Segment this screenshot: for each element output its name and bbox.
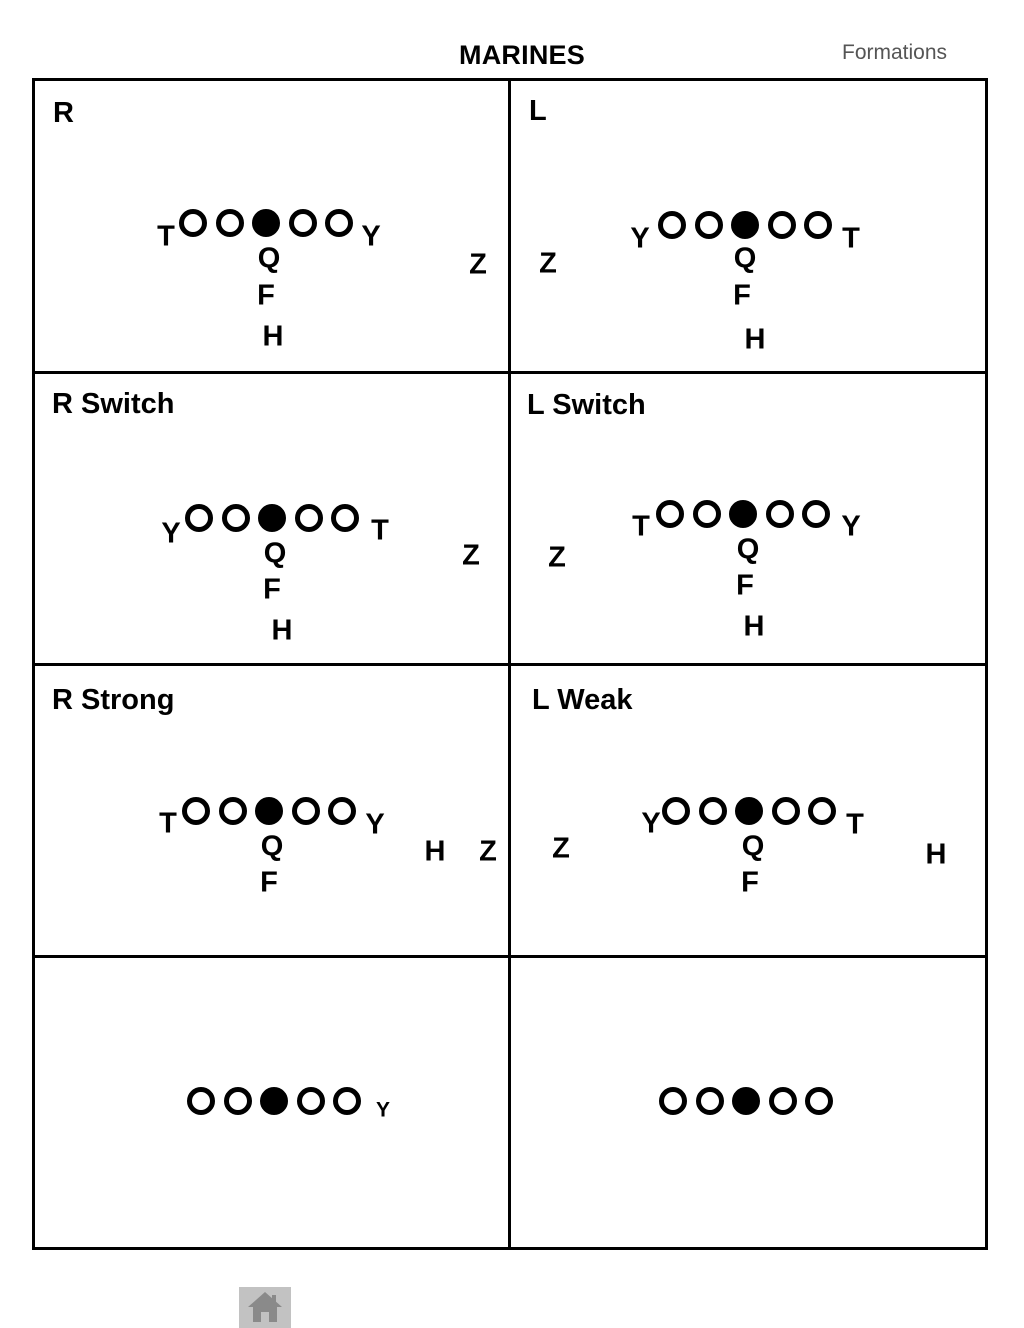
player-label: T: [842, 222, 860, 255]
player-label: Z: [479, 835, 497, 868]
player-label: T: [371, 514, 389, 547]
lineman-marker: [699, 797, 727, 825]
lineman-marker: [662, 797, 690, 825]
lineman-marker: [769, 1087, 797, 1115]
lineman-marker: [693, 500, 721, 528]
player-label: F: [260, 866, 278, 899]
player-label: H: [271, 614, 293, 647]
lineman-marker: [656, 500, 684, 528]
lineman-marker: [333, 1087, 361, 1115]
lineman-marker: [772, 797, 800, 825]
lineman-marker: [325, 209, 353, 237]
player-label: Y: [361, 220, 381, 253]
player-label: T: [159, 807, 177, 840]
lineman-marker: [182, 797, 210, 825]
player-label: Z: [548, 541, 566, 574]
player-label: Z: [552, 832, 570, 865]
lineman-marker: [696, 1087, 724, 1115]
center-marker: [258, 504, 286, 532]
lineman-marker: [179, 209, 207, 237]
page-title: MARINES: [459, 40, 585, 70]
center-marker: [735, 797, 763, 825]
lineman-marker: [331, 504, 359, 532]
lineman-marker: [222, 504, 250, 532]
player-label: Y: [641, 807, 661, 840]
player-label: Q: [263, 537, 287, 570]
formation-title: R Switch: [52, 388, 175, 420]
lineman-marker: [768, 211, 796, 239]
lineman-marker: [289, 209, 317, 237]
home-icon: [239, 1287, 291, 1328]
player-label: Z: [469, 248, 487, 281]
lineman-marker: [766, 500, 794, 528]
player-label: T: [157, 220, 175, 253]
player-label: H: [925, 838, 947, 871]
player-label: Y: [161, 517, 181, 550]
player-label: F: [741, 866, 759, 899]
lineman-marker: [216, 209, 244, 237]
player-label: F: [257, 279, 275, 312]
player-label: Y: [841, 510, 861, 543]
player-label: H: [424, 835, 446, 868]
player-label: Y: [365, 808, 385, 841]
player-label: T: [632, 510, 650, 543]
lineman-marker: [295, 504, 323, 532]
lineman-marker: [185, 504, 213, 532]
lineman-marker: [808, 797, 836, 825]
player-label: H: [743, 610, 765, 643]
player-label: Q: [733, 242, 757, 275]
player-label: F: [733, 279, 751, 312]
lineman-marker: [659, 1087, 687, 1115]
center-marker: [260, 1087, 288, 1115]
center-marker: [729, 500, 757, 528]
player-label: Y: [375, 1098, 391, 1122]
player-label: H: [262, 320, 284, 353]
lineman-marker: [805, 1087, 833, 1115]
formation-title: R Strong: [52, 684, 175, 716]
lineman-marker: [804, 211, 832, 239]
player-label: F: [263, 573, 281, 606]
lineman-marker: [328, 797, 356, 825]
lineman-marker: [187, 1087, 215, 1115]
lineman-marker: [297, 1087, 325, 1115]
player-label: Q: [257, 242, 281, 275]
player-label: Q: [260, 830, 284, 863]
player-label: H: [744, 323, 766, 356]
lineman-marker: [219, 797, 247, 825]
player-label: Z: [539, 247, 557, 280]
formation-title: L Weak: [532, 684, 633, 716]
center-marker: [732, 1087, 760, 1115]
home-button[interactable]: [239, 1287, 291, 1328]
center-marker: [255, 797, 283, 825]
player-label: T: [846, 808, 864, 841]
formation-title: L Switch: [527, 389, 646, 421]
lineman-marker: [802, 500, 830, 528]
lineman-marker: [658, 211, 686, 239]
player-label: Q: [736, 533, 760, 566]
center-marker: [731, 211, 759, 239]
player-label: Z: [462, 539, 480, 572]
player-label: F: [736, 569, 754, 602]
player-label: Q: [741, 830, 765, 863]
player-label: Y: [630, 222, 650, 255]
page-subtitle: Formations: [842, 41, 948, 64]
center-marker: [252, 209, 280, 237]
formation-title: R: [53, 97, 74, 129]
lineman-marker: [695, 211, 723, 239]
formation-title: L: [529, 95, 547, 127]
lineman-marker: [224, 1087, 252, 1115]
lineman-marker: [292, 797, 320, 825]
